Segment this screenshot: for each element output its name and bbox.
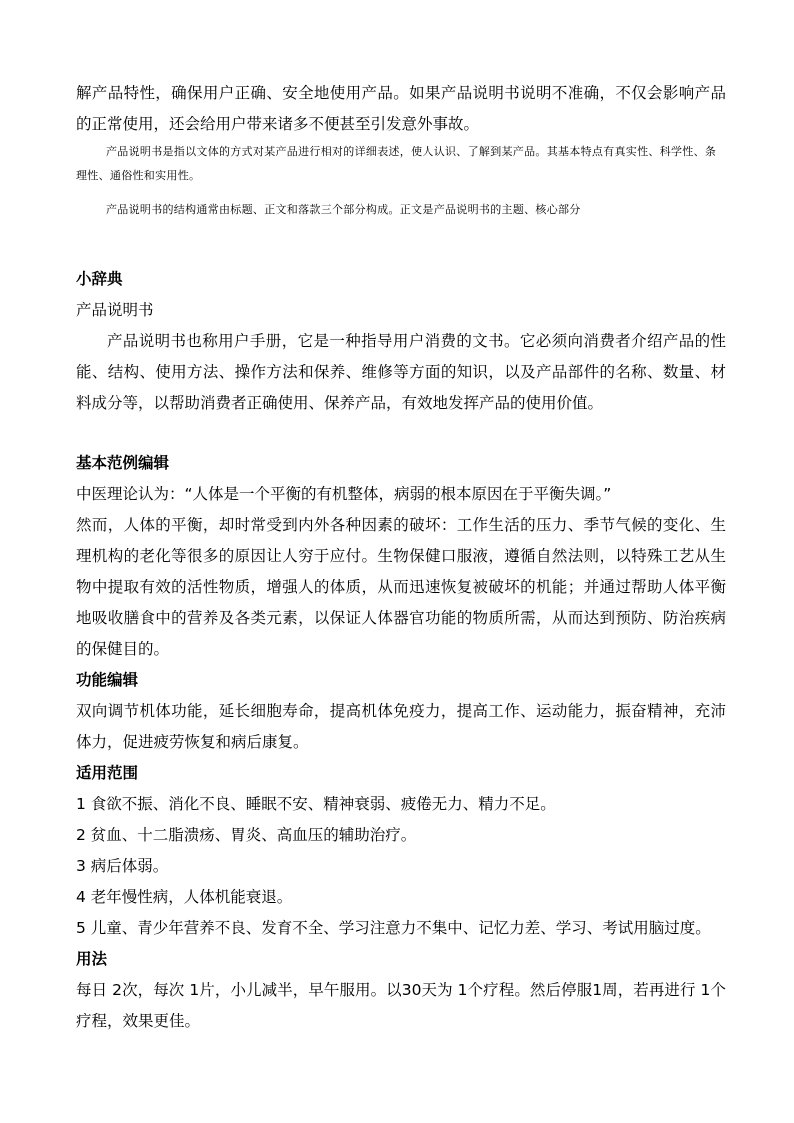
- function-section: [76, 665, 726, 758]
- intro-paragraph: 解产品特性，确保用户正确、安全地使用产品。如果产品说明书说明不准确，不仅会影响产品的正常使用，还会给用户带来诸多不便甚至引发意外事故。: [76, 84, 726, 133]
- example-quote: 中医理论认为：“人体是一个平衡的有机整体，病弱的根本原因在于平衡失调。”: [76, 485, 612, 503]
- section-heading: 功能编辑: [76, 671, 139, 689]
- section-heading: 基本范例编辑: [76, 454, 170, 472]
- list-item: 5 儿童、青少年营养不良、发育不全、学习注意力不集中、记忆力差、学习、考试用脑过度。: [76, 919, 711, 937]
- list-item: 4 老年慢性病，人体机能衰退。: [76, 888, 293, 906]
- scope-section: [76, 758, 726, 944]
- dictionary-term: 产品说明书: [76, 301, 154, 319]
- section-heading: 用法: [76, 950, 108, 968]
- list-item: 2 贫血、十二脂溃疡、胃炎、高血压的辅助治疗。: [76, 826, 417, 844]
- document-page: [76, 78, 726, 1037]
- example-section: [76, 448, 726, 665]
- list-item: 1 食欲不振、消化不良、睡眠不安、精神衰弱、疲倦无力、精力不足。: [76, 795, 556, 813]
- example-body: 然而，人体的平衡，却时常受到内外各种因素的破坏：工作生活的压力、季节气候的变化、生理机构的老化等很多的原因让人穷于应付。生物保健口服液，遵循自然法则，以特殊工艺从生物中提取有效的活性物质，增强人的体质，从而迅速恢复被破坏的机能；并通过帮助人体平衡地吸收膳食中的营养及各类元素，以保证人体器官功能的物质所需，从而达到预防、防治疾病的保健目的。: [76, 516, 726, 658]
- list-item: 3 病后体弱。: [76, 857, 169, 875]
- usage-section: [76, 944, 726, 1037]
- dictionary-definition: 产品说明书也称用户手册，它是一种指导用户消费的文书。它必须向消费者介绍产品的性能、结构、使用方法、操作方法和保养、维修等方面的知识，以及产品部件的名称、数量、材料成分等，以帮助消费者正确使用、保养产品，有效地发挥产品的使用价值。: [76, 332, 726, 412]
- note-paragraph: 产品说明书是指以文体的方式对某产品进行相对的详细表述，使人认识、了解到某产品。其基本特点有真实性、科学性、条理性、通俗性和实用性。: [76, 145, 717, 182]
- section-heading: 小辞典: [76, 270, 123, 288]
- function-body: 双向调节机体功能，延长细胞寿命，提高机体免疫力，提高工作、运动能力，振奋精神，充沛体力，促进疲劳恢复和病后康复。: [76, 702, 726, 751]
- note-paragraph: 产品说明书的结构通常由标题、正文和落款三个部分构成。正文是产品说明书的主题、核心部分: [106, 203, 581, 216]
- dictionary-section: [76, 264, 726, 419]
- section-heading: 适用范围: [76, 764, 139, 782]
- usage-body: 每日 2次，每次 1片，小儿减半，早午服用。以30天为 1个疗程。然后停服1周，若再进行 1个疗程，效果更佳。: [76, 981, 726, 1030]
